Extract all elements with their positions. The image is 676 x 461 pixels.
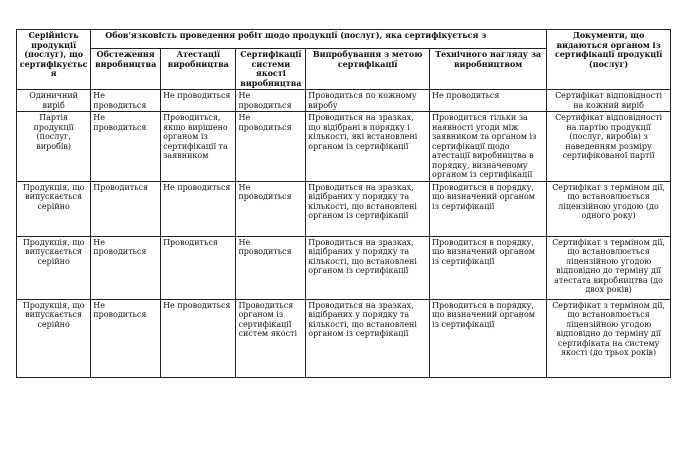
series-cell: Одиничний виріб	[17, 90, 91, 112]
table-cell: Не проводиться	[161, 90, 236, 112]
table-cell: Не проводиться	[161, 299, 236, 377]
table-cell: Не проводиться	[236, 236, 306, 299]
table-cell: Проводиться на зразках, що відібрані в порядку і кількості, які встановлені органом із сертифікації	[306, 112, 430, 182]
table-cell: Проводиться тільки за наявності угоди між заявником та органом із сертифікації щодо атестації виробництва в порядку, визначеному органом із сертифікації	[430, 112, 547, 182]
table-cell: Не проводиться	[91, 299, 161, 377]
table-cell: Проводиться	[161, 236, 236, 299]
header-testing: Випробування з метою сертифікації	[306, 49, 430, 90]
table-cell: Не проводиться	[236, 112, 306, 182]
table-row	[17, 236, 671, 299]
table-cell: Не проводиться	[91, 112, 161, 182]
table-cell: Не проводиться	[430, 90, 547, 112]
table-row	[17, 181, 671, 236]
table-cell: Проводиться в порядку, що визначений органом із сертифікації	[430, 299, 547, 377]
table-cell: Проводиться на зразках, відібраних у порядку та кількості, що встановлені органом із сертифікації	[306, 299, 430, 377]
document-cell: Сертифікат з терміном дії, що встановлюється ліцензійною угодою відповідно до терміну дії атестата виробництва (до двох років)	[547, 236, 671, 299]
header-series: Серійність продукції (послуг), що сертифікується	[17, 30, 91, 90]
series-cell: Продукція, що випускається серійно	[17, 299, 91, 377]
table-row	[17, 90, 671, 112]
document-cell: Сертифікат відповідності на кожний виріб	[547, 90, 671, 112]
table-cell: Не проводиться	[91, 236, 161, 299]
table-row	[17, 112, 671, 182]
table-cell: Проводиться, якщо вирішено органом із сертифікації та заявником	[161, 112, 236, 182]
series-cell: Продукція, що випускається серійно	[17, 236, 91, 299]
header-group: Обов'язковість проведення робіт щодо продукції (послуг), яка сертифікується з	[91, 30, 547, 49]
document-page	[16, 29, 671, 442]
table-cell: Проводиться на зразках, відібраних у порядку та кількості, що встановлені органом із сертифікації	[306, 181, 430, 236]
document-cell: Сертифікат з терміном дії, що встановлюється ліцензійною угодою (до одного року)	[547, 181, 671, 236]
table-cell: Не проводиться	[236, 90, 306, 112]
table-row	[17, 299, 671, 377]
table-cell: Проводиться по кожному виробу	[306, 90, 430, 112]
header-supervision: Технічного нагляду за виробництвом	[430, 49, 547, 90]
table-cell: Не проводиться	[91, 90, 161, 112]
table-cell: Не проводиться	[161, 181, 236, 236]
series-cell: Партія продукції (послуг, виробів)	[17, 112, 91, 182]
table-cell: Проводиться в порядку, що визначений органом із сертифікації	[430, 236, 547, 299]
document-cell: Сертифікат відповідності на партію продукції (послуг, виробів) з наведенням розміру сертифікованої партії	[547, 112, 671, 182]
series-cell: Продукція, що випускається серійно	[17, 181, 91, 236]
table-cell: Проводиться в порядку, що визначений органом із сертифікації	[430, 181, 547, 236]
header-inspection: Обстеження виробництва	[91, 49, 161, 90]
table-cell: Проводиться органом із сертифікації систем якості	[236, 299, 306, 377]
header-documents: Документи, що видаються органом із сертифікації продукції (послуг)	[547, 30, 671, 90]
header-quality-system: Сертифікації системи якості виробництва	[236, 49, 306, 90]
table-cell: Проводиться на зразках, відібраних у порядку та кількості, що встановлені органом із сертифікації	[306, 236, 430, 299]
header-attestation: Атестації виробництва	[161, 49, 236, 90]
document-cell: Сертифікат з терміном дії, що встановлюється ліцензійною угодою відповідно до терміну дії сертифіката на систему якості (до трьох років)	[547, 299, 671, 377]
table-cell: Проводиться	[91, 181, 161, 236]
table-cell: Не проводиться	[236, 181, 306, 236]
certification-table	[16, 29, 671, 378]
